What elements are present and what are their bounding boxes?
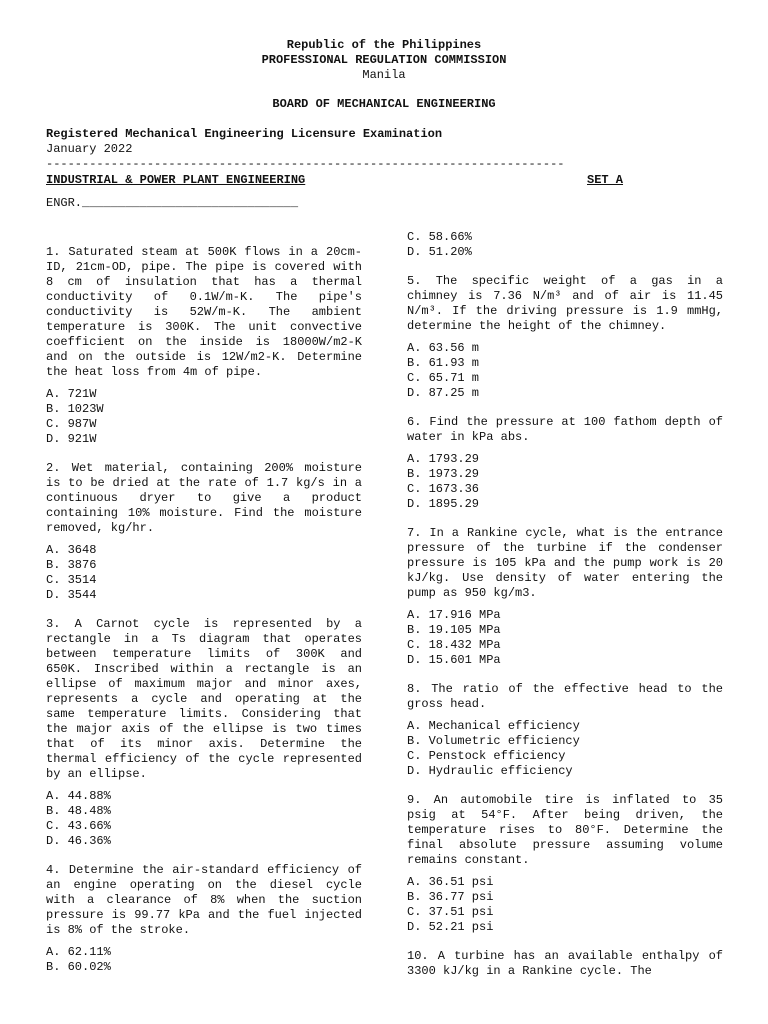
question-2 [46,461,362,603]
choice-a: A. 1793.29 [407,452,480,466]
choice-d: D. 3544 [46,588,97,602]
question-9 [407,793,723,935]
choice-c: C. Penstock efficiency [407,749,566,763]
divider: ------------------------------------------------------------------------ [46,157,565,171]
question-text: 6. Find the pressure at 100 fathom depth of water in kPa abs. [407,415,723,444]
choice-list [407,608,723,668]
question-4-continued [407,230,723,260]
right-column [407,230,723,986]
choice-c: C. 43.66% [46,819,111,833]
choice-b: B. 3876 [46,558,97,572]
question-text: 4. Determine the air-standard efficiency of an engine operating on the diesel cycle with a clearance of 8% when the suction pressure is 99.77 kPa and the fuel injected is 8% of the stroke. [46,863,362,937]
header-country: Republic of the Philippines [286,38,482,52]
choice-a: A. 17.916 MPa [407,608,501,622]
question-5 [407,274,723,401]
question-10 [407,949,723,979]
choice-d: D. 51.20% [407,245,472,259]
question-text: 2. Wet material, containing 200% moisture is to be dried at the rate of 1.7 kg/s in a continuous dryer to give a product containing 10% moisture. Find the moisture removed, kg/hr. [46,461,362,535]
header-agency: PROFESSIONAL REGULATION COMMISSION [261,53,507,67]
choice-list [407,341,723,401]
choice-a: A. 63.56 m [407,341,480,355]
question-3 [46,617,362,849]
question-text: 3. A Carnot cycle is represented by a rectangle in a Ts diagram that operates between temperature limits of 300K and 650K. Inscribed within a rectangle is an ellipse of maximum major and minor axes, represents a cycle and operating at the same temperature limits. Considering that the major axis of the ellipse is two times that of its minor axis. Determine the thermal efficiency of the cycle represented by an ellipse. [46,617,362,781]
question-text: 8. The ratio of the effective head to the gross head. [407,682,723,711]
question-text: 5. The specific weight of a gas in a chimney is 7.36 N/m³ and of air is 11.45 N/m³. If the driving pressure is 1.9 mmHg, determine the height of the chimney. [407,274,723,333]
choice-b: B. 36.77 psi [407,890,494,904]
choice-c: C. 987W [46,417,97,431]
choice-d: D. Hydraulic efficiency [407,764,573,778]
choice-a: A. 44.88% [46,789,111,803]
question-text: 7. In a Rankine cycle, what is the entrance pressure of the turbine if the condenser pressure is 105 kPa and the pump work is 20 kJ/kg. Use density of water entering the pump as 950 kg/m3. [407,526,723,600]
choice-c: C. 37.51 psi [407,905,494,919]
choice-list [46,543,362,603]
choice-c: C. 1673.36 [407,482,480,496]
choice-b: B. 1973.29 [407,467,480,481]
choice-b: B. Volumetric efficiency [407,734,580,748]
exam-title: Registered Mechanical Engineering Licensure Examination [46,127,443,141]
choice-d: D. 87.25 m [407,386,480,400]
choice-list [407,875,723,935]
choice-list [46,387,362,447]
choice-c: C. 18.432 MPa [407,638,501,652]
choice-list [407,719,723,779]
choice-b: B. 19.105 MPa [407,623,501,637]
choice-a: A. 36.51 psi [407,875,494,889]
choice-d: D. 921W [46,432,97,446]
header-city: Manila [362,68,406,82]
choice-d: D. 15.601 MPa [407,653,501,667]
choice-d: D. 52.21 psi [407,920,494,934]
choice-a: A. 62.11% [46,945,111,959]
choice-d: D. 1895.29 [407,497,480,511]
question-6 [407,415,723,512]
left-column [46,245,362,989]
set-label: SET A [587,173,624,187]
choice-b: B. 61.93 m [407,356,480,370]
subject-title: INDUSTRIAL & POWER PLANT ENGINEERING [46,173,306,187]
choice-list [407,452,723,512]
question-4 [46,863,362,975]
choice-list [46,945,362,975]
choice-a: A. 3648 [46,543,97,557]
question-text: 1. Saturated steam at 500K flows in a 20cm-ID, 21cm-OD, pipe. The pipe is covered with 8 cm of insulation that has a thermal conductivity of 0.1W/m-K. The pipe's conductivity is 52W/m-K. The ambient temperature is 300K. The unit convective coefficient on the inside is 18000W/m2-K and on the outside is 12W/m2-K. Determine the heat loss from 4m of pipe. [46,245,362,379]
choice-a: A. 721W [46,387,97,401]
board-title: BOARD OF MECHANICAL ENGINEERING [272,97,496,111]
choice-c: C. 58.66% [407,230,472,244]
question-8 [407,682,723,779]
choice-a: A. Mechanical efficiency [407,719,580,733]
question-7 [407,526,723,668]
engr-line: ENGR.______________________________ [46,196,299,210]
choice-b: B. 1023W [46,402,104,416]
choice-b: B. 48.48% [46,804,111,818]
choice-d: D. 46.36% [46,834,111,848]
question-1 [46,245,362,447]
choice-b: B. 60.02% [46,960,111,974]
question-text: 10. A turbine has an available enthalpy of 3300 kJ/kg in a Rankine cycle. The [407,949,723,978]
choice-c: C. 65.71 m [407,371,480,385]
choice-list [407,230,723,260]
choice-list [46,789,362,849]
question-text: 9. An automobile tire is inflated to 35 psig at 54°F. After being driven, the temperature rises to 80°F. Determine the final absolute pressure assuming volume remains constant. [407,793,723,867]
choice-c: C. 3514 [46,573,97,587]
exam-date: January 2022 [46,142,133,156]
